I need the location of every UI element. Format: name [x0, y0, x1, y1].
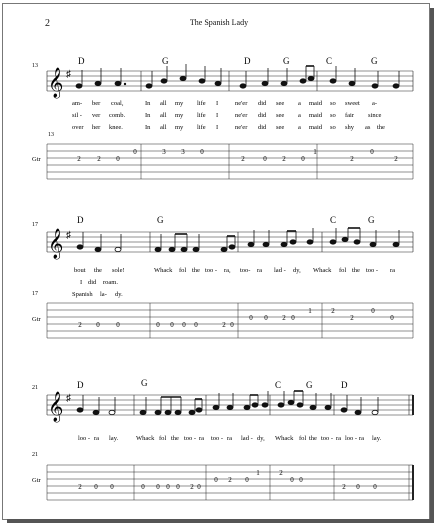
- lyric-syllable: sil -: [72, 112, 82, 119]
- tab-fret-number: 2: [77, 155, 81, 163]
- system-1: [32, 56, 413, 179]
- lyric-syllable: did: [88, 279, 97, 286]
- tab-fret-number: 2: [350, 155, 354, 163]
- lyric-syllable: my: [175, 100, 184, 107]
- key-signature-sharp-icon: ♯: [66, 393, 71, 404]
- measure-number: 21: [32, 452, 38, 458]
- tab-fret-number: 0: [263, 155, 267, 163]
- lyric-syllable: life: [197, 100, 206, 107]
- lyric-syllable: a: [298, 112, 301, 119]
- tab-fret-number: 0: [116, 321, 120, 329]
- lyric-syllable: fol: [179, 267, 187, 274]
- lyric-syllable: did: [258, 124, 267, 131]
- lyrics-verse-1: [74, 267, 395, 274]
- chord-symbol: D: [78, 56, 85, 66]
- key-signature-sharp-icon: ♯: [66, 69, 71, 80]
- treble-clef-icon: 𝄞: [48, 392, 64, 421]
- chord-symbol: G: [162, 56, 169, 66]
- lyrics-verse-2: [72, 112, 381, 119]
- lyric-syllable: ne'er: [235, 112, 248, 119]
- tab-fret-number: 0: [390, 314, 394, 322]
- lyric-syllable: see: [276, 124, 285, 131]
- lyrics-verse-2: [80, 279, 118, 286]
- lyric-syllable: ver: [92, 112, 101, 119]
- tab-fret-number: 0: [249, 314, 253, 322]
- tab-fret-number: 2: [241, 155, 245, 163]
- lyric-syllable: lad -: [274, 267, 286, 274]
- song-title: The Spanish Lady: [189, 18, 249, 27]
- tab-fret-number: 0: [264, 314, 268, 322]
- lyric-syllable: too -: [184, 435, 197, 442]
- lyric-syllable: la-: [100, 291, 107, 298]
- tab-fret-number: 0: [370, 148, 374, 156]
- lyric-syllable: fol: [339, 267, 347, 274]
- tab-fret-number: 0: [170, 321, 174, 329]
- lyric-syllable: life: [197, 112, 206, 119]
- lyric-syllable: ra: [390, 267, 396, 274]
- tab-fret-number: 2: [282, 314, 286, 322]
- tab-fret-number: 3: [162, 148, 166, 156]
- tab-fret-number: 0: [176, 483, 180, 491]
- lyric-syllable: loo -: [345, 435, 358, 442]
- tab-fret-number: 0: [214, 476, 218, 484]
- tab-numbers: [77, 148, 398, 163]
- lyric-syllable: ra: [94, 435, 100, 442]
- lyric-syllable: bout: [74, 267, 86, 274]
- tab-fret-number: 0: [245, 476, 249, 484]
- treble-clef-icon: 𝄞: [48, 68, 64, 97]
- lyric-syllable: ber: [92, 100, 101, 107]
- tab-fret-number: 0: [301, 155, 305, 163]
- lyric-syllable: loo -: [78, 435, 91, 442]
- tab-fret-number: 0: [166, 483, 170, 491]
- lyric-syllable: Whack: [136, 435, 155, 442]
- lyric-syllable: maid: [309, 124, 322, 131]
- lyric-syllable: did: [258, 100, 267, 107]
- instrument-label: Gtr: [32, 156, 41, 163]
- treble-clef-icon: 𝄞: [48, 229, 64, 258]
- tab-fret-number: 2: [331, 307, 335, 315]
- lyric-syllable: shy: [345, 124, 355, 131]
- lyric-syllable: a: [298, 100, 301, 107]
- instrument-label: Gtr: [32, 316, 41, 323]
- lyric-syllable: coal,: [111, 100, 124, 107]
- tab-fret-number: 0: [156, 483, 160, 491]
- chord-symbol: C: [330, 215, 337, 225]
- lyrics-verse-1: [78, 435, 382, 442]
- lyric-syllable: I: [80, 279, 83, 286]
- lyric-syllable: fair: [345, 112, 355, 119]
- lyric-syllable: sweet: [345, 100, 360, 107]
- chord-symbol: D: [77, 215, 84, 225]
- tab-fret-number: 2: [350, 314, 354, 322]
- lyric-syllable: Whack: [154, 267, 173, 274]
- lyric-syllable: Spanish: [72, 291, 93, 298]
- chord-symbol: D: [244, 56, 251, 66]
- measure-number: 17: [32, 291, 38, 297]
- lyric-syllable: ne'er: [235, 100, 248, 107]
- tab-fret-number: 0: [299, 476, 303, 484]
- lyric-syllable: since: [368, 112, 382, 119]
- tab-fret-number: 0: [291, 314, 295, 322]
- chord-symbol: G: [368, 215, 375, 225]
- chord-symbol: G: [141, 378, 148, 388]
- lyric-syllable: dy.: [115, 291, 123, 298]
- lyric-syllable: see: [276, 100, 285, 107]
- chord-symbol: G: [157, 215, 164, 225]
- lyric-syllable: so: [330, 124, 336, 131]
- lyrics-verse-3: [72, 124, 385, 131]
- lyric-syllable: I: [216, 100, 219, 107]
- tab-fret-number: 0: [290, 476, 294, 484]
- lyric-syllable: so: [330, 100, 336, 107]
- tab-fret-number: 0: [156, 321, 160, 329]
- lyric-syllable: a: [298, 124, 301, 131]
- instrument-label: Gtr: [32, 477, 41, 484]
- lyric-syllable: the: [192, 267, 200, 274]
- lyric-syllable: all: [160, 112, 167, 119]
- tab-fret-number: 0: [200, 148, 204, 156]
- tab-fret-number: 3: [181, 148, 185, 156]
- tab-fret-number: 0: [230, 321, 234, 329]
- tab-fret-number: 0: [356, 483, 360, 491]
- lyric-syllable: the: [94, 267, 102, 274]
- tab-staff: [47, 144, 413, 179]
- lyric-syllable: all: [160, 124, 167, 131]
- page-number: 2: [45, 18, 50, 29]
- lyric-syllable: lay.: [109, 435, 119, 442]
- tab-numbers: [78, 307, 394, 329]
- lyric-syllable: knee.: [109, 124, 123, 131]
- tab-fret-number: 1: [256, 469, 260, 477]
- lyric-syllable: lad -: [241, 435, 253, 442]
- lyric-syllable: maid: [309, 100, 322, 107]
- lyric-syllable: over: [72, 124, 84, 131]
- lyric-syllable: too -: [366, 267, 379, 274]
- tab-fret-number: 2: [228, 476, 232, 484]
- chord-symbol: C: [275, 380, 282, 390]
- lyric-syllable: Whack: [275, 435, 294, 442]
- lyric-syllable: dy,: [293, 267, 301, 274]
- tab-fret-number: 2: [190, 483, 194, 491]
- lyric-syllable: life: [197, 124, 206, 131]
- lyric-syllable: too-: [240, 267, 251, 274]
- lyric-syllable: the: [171, 435, 179, 442]
- lyric-syllable: all: [160, 100, 167, 107]
- chord-symbol: C: [326, 56, 333, 66]
- measure-number: 17: [32, 222, 38, 228]
- lyric-syllable: her: [92, 124, 101, 131]
- tab-fret-number: 0: [197, 483, 201, 491]
- tab-fret-number: 2: [282, 155, 286, 163]
- system-3: [32, 378, 413, 500]
- tab-fret-number: 2: [78, 483, 82, 491]
- lyric-syllable: the: [309, 435, 317, 442]
- lyric-syllable: my: [175, 124, 184, 131]
- tab-fret-number: 0: [133, 148, 137, 156]
- lyric-syllable: fol: [159, 435, 167, 442]
- lyric-syllable: In: [145, 112, 151, 119]
- tab-fret-number: 2: [78, 321, 82, 329]
- lyric-syllable: ra: [336, 435, 342, 442]
- chord-symbol: G: [371, 56, 378, 66]
- lyrics-verse-3: [72, 291, 123, 298]
- tab-fret-number: 0: [371, 307, 375, 315]
- tab-fret-number: 0: [116, 155, 120, 163]
- lyric-syllable: too -: [211, 435, 224, 442]
- tab-fret-number: 2: [222, 321, 226, 329]
- lyric-syllable: I: [216, 124, 219, 131]
- measure-number: 21: [32, 385, 38, 391]
- tab-fret-number: 2: [97, 155, 101, 163]
- chord-symbol: G: [283, 56, 290, 66]
- lyric-syllable: sole!: [112, 267, 125, 274]
- lyric-syllable: maid: [309, 112, 322, 119]
- lyrics-verse-1: [72, 100, 377, 107]
- music-staff: [47, 71, 413, 91]
- lyric-syllable: ra: [257, 267, 263, 274]
- system-2: [32, 215, 413, 338]
- lyric-syllable: comb.: [109, 112, 126, 119]
- tab-fret-number: 0: [94, 483, 98, 491]
- chord-symbol: G: [306, 380, 313, 390]
- key-signature-sharp-icon: ♯: [66, 230, 71, 241]
- tab-fret-number: 2: [394, 155, 398, 163]
- lyric-syllable: a-: [372, 100, 378, 107]
- lyric-syllable: ra: [359, 435, 365, 442]
- measure-number: 13: [32, 63, 38, 69]
- lyric-syllable: the: [352, 267, 360, 274]
- tab-numbers: [78, 469, 377, 491]
- tab-fret-number: 0: [373, 483, 377, 491]
- lyric-syllable: the: [377, 124, 385, 131]
- tab-fret-number: 1: [313, 148, 317, 156]
- tab-fret-number: 0: [96, 321, 100, 329]
- lyric-syllable: roam.: [103, 279, 118, 286]
- lyric-syllable: too -: [205, 267, 218, 274]
- tab-fret-number: 1: [308, 307, 312, 315]
- tab-fret-number: 0: [110, 483, 114, 491]
- lyric-syllable: ne'er: [235, 124, 248, 131]
- measure-number: 13: [48, 132, 54, 138]
- lyric-syllable: ra: [199, 435, 205, 442]
- lyric-syllable: as: [365, 124, 371, 131]
- tab-fret-number: 2: [279, 469, 283, 477]
- tab-fret-number: 0: [182, 321, 186, 329]
- lyric-syllable: too -: [321, 435, 334, 442]
- notes: [77, 391, 378, 415]
- chord-symbol: D: [341, 380, 348, 390]
- chord-symbol: D: [77, 380, 84, 390]
- lyric-syllable: Whack: [313, 267, 332, 274]
- lyric-syllable: ra: [227, 435, 233, 442]
- tab-fret-number: 0: [141, 483, 145, 491]
- lyric-syllable: fol: [299, 435, 307, 442]
- lyric-syllable: my: [175, 112, 184, 119]
- tab-fret-number: 2: [342, 483, 346, 491]
- lyric-syllable: In: [145, 100, 151, 107]
- tab-fret-number: 0: [194, 321, 198, 329]
- lyric-syllable: am-: [72, 100, 83, 107]
- lyric-syllable: dy,: [257, 435, 265, 442]
- lyric-syllable: I: [216, 112, 219, 119]
- lyric-syllable: lay.: [372, 435, 382, 442]
- lyric-syllable: so: [330, 112, 336, 119]
- lyric-syllable: did: [258, 112, 267, 119]
- lyric-syllable: see: [276, 112, 285, 119]
- lyric-syllable: In: [145, 124, 151, 131]
- lyric-syllable: ra,: [224, 267, 231, 274]
